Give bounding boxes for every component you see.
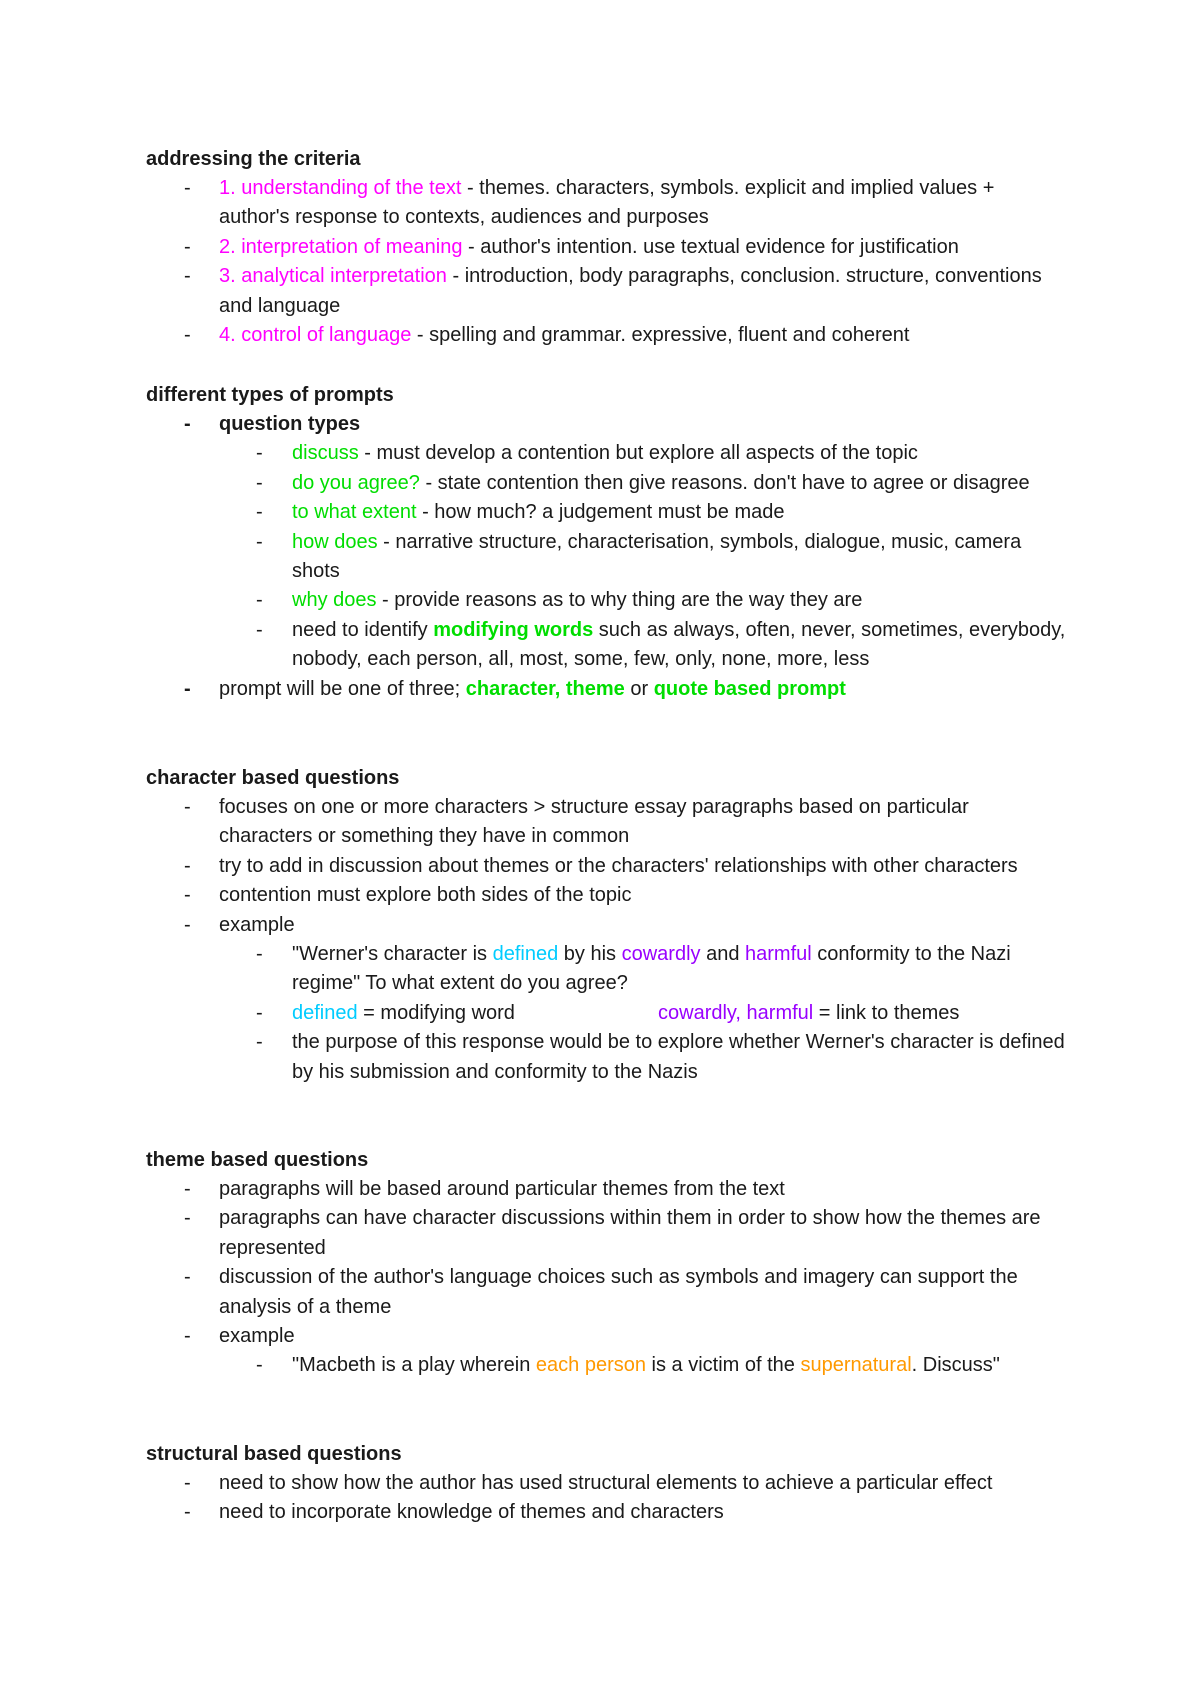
- text: discussion of the author's language choices such as symbols and imagery can support the analysis of a theme: [219, 1266, 1018, 1318]
- text: is a victim of the: [645, 1354, 801, 1377]
- list-item: [146, 1204, 1066, 1263]
- bullet-dash: -: [184, 677, 191, 700]
- list-item: [146, 586, 1066, 615]
- text: = modifying word: [357, 1001, 515, 1024]
- bullet-dash: -: [256, 530, 263, 553]
- bullet-dash: -: [184, 1207, 191, 1230]
- section-character-questions: [146, 764, 1066, 1087]
- bullet-dash: -: [184, 1178, 191, 1200]
- highlight-defined: defined: [492, 943, 559, 966]
- prompt-kind: character, theme: [465, 677, 625, 700]
- section-heading: theme based questions: [146, 1149, 369, 1171]
- prompt-keyword: why does: [292, 589, 377, 612]
- criterion-label: 3. analytical interpretation: [219, 265, 447, 288]
- highlight-defined: defined: [292, 1001, 358, 1024]
- criterion-text: - spelling and grammar. expressive, fluent and coherent: [411, 324, 910, 347]
- bullet-dash: -: [184, 413, 191, 435]
- list-item: [146, 852, 1066, 881]
- list-item: [146, 1322, 1066, 1351]
- bullet-dash: -: [184, 796, 191, 818]
- bullet-dash: -: [256, 1031, 263, 1054]
- prompt-keyword: how does: [292, 530, 378, 553]
- bullet-dash: -: [256, 943, 263, 966]
- bullet-dash: -: [256, 589, 263, 612]
- criterion-text: - themes. characters, symbols. explicit and implied values + author's response to contexts, audiences and purposes: [219, 177, 995, 229]
- list-item: [146, 439, 1066, 468]
- modifying-words-keyword: modifying words: [433, 618, 594, 641]
- list-item: [146, 498, 1066, 527]
- text: . Discuss": [911, 1354, 1000, 1377]
- list-item: [146, 233, 1066, 262]
- prompt-description: - must develop a contention but explore all aspects of the topic: [358, 442, 918, 465]
- bullet-dash: -: [184, 1501, 191, 1524]
- prompt-kind: quote based prompt: [653, 677, 846, 700]
- section-addressing-criteria: [146, 145, 1066, 350]
- bullet-dash: -: [184, 324, 191, 347]
- text: and: [700, 943, 745, 966]
- text: paragraphs can have character discussions within them in order to show how the themes are represented: [219, 1207, 1041, 1259]
- list-item: [146, 911, 1066, 940]
- prompt-description: - state contention then give reasons. don't have to agree or disagree: [419, 471, 1030, 494]
- list-item: [146, 1263, 1066, 1322]
- text: = link to themes: [813, 1001, 960, 1024]
- bullet-dash: -: [184, 1325, 191, 1348]
- highlight-each-person: each person: [535, 1354, 646, 1377]
- criterion-text: - author's intention. use textual evidence for justification: [462, 235, 959, 258]
- criterion-label: 2. interpretation of meaning: [219, 235, 463, 258]
- text: "Werner's character is: [292, 943, 493, 966]
- list-item-example-quote: [146, 1351, 1066, 1380]
- modifier-group: [292, 999, 658, 1028]
- criterion-label: 4. control of language: [219, 324, 412, 347]
- list-item-question-types: [146, 410, 1066, 439]
- text: such as always, often, never, sometimes, everybody, nobody, each person, all, most, some, few, only, none, more, less: [292, 618, 1066, 671]
- text: conformity to the Nazi regime" To what extent do you agree?: [292, 943, 1011, 995]
- list-item: [146, 1498, 1066, 1527]
- bullet-dash: -: [184, 913, 191, 936]
- criterion-label: 1. understanding of the text: [219, 177, 462, 199]
- list-item: [146, 321, 1066, 350]
- list-item: [146, 881, 1066, 910]
- text: "Macbeth is a play wherein: [292, 1354, 536, 1377]
- bullet-dash: -: [256, 1354, 263, 1377]
- bullet-dash: -: [184, 1472, 191, 1494]
- section-heading: different types of prompts: [146, 384, 394, 406]
- text: by his: [558, 943, 622, 966]
- highlight-cowardly: cowardly: [621, 943, 701, 966]
- highlight-supernatural: supernatural: [800, 1354, 912, 1377]
- text: need to identify: [292, 618, 434, 641]
- prompt-keyword: to what extent: [292, 501, 417, 524]
- list-item: [146, 1469, 1066, 1498]
- list-item: [146, 793, 1066, 852]
- prompt-keyword: do you agree?: [292, 471, 420, 494]
- text: need to incorporate knowledge of themes and characters: [219, 1501, 724, 1524]
- text: contention must explore both sides of the topic: [219, 884, 632, 907]
- section-heading: character based questions: [146, 767, 400, 789]
- prompt-keyword: discuss: [292, 442, 359, 465]
- bullet-dash: -: [184, 884, 191, 907]
- prompt-description: - narrative structure, characterisation, symbols, dialogue, music, camera shots: [292, 530, 1022, 583]
- bullet-dash: -: [256, 471, 263, 494]
- text: need to show how the author has used structural elements to achieve a particular effect: [219, 1472, 993, 1494]
- list-item-modifiers: [146, 999, 1066, 1028]
- text: prompt will be one of three;: [219, 677, 466, 700]
- bullet-dash: -: [184, 265, 191, 288]
- bullet-dash: -: [256, 1001, 263, 1024]
- list-item: [146, 469, 1066, 498]
- bullet-dash: -: [256, 501, 263, 524]
- prompt-description: - how much? a judgement must be made: [416, 501, 785, 524]
- list-item: [146, 675, 1066, 704]
- list-item: [146, 1175, 1066, 1204]
- bullet-dash: -: [184, 854, 191, 877]
- text: paragraphs will be based around particular themes from the text: [219, 1178, 785, 1200]
- section-structural-questions: [146, 1440, 1066, 1528]
- text: focuses on one or more characters > structure essay paragraphs based on particular characters or something they have in common: [219, 796, 969, 848]
- list-item: [146, 262, 1066, 321]
- list-item: [146, 1028, 1066, 1087]
- text: example: [219, 1325, 295, 1348]
- section-heading: structural based questions: [146, 1443, 402, 1465]
- section-heading: addressing the criteria: [146, 148, 361, 170]
- highlight-harmful: harmful: [745, 943, 812, 966]
- text: or: [624, 677, 654, 700]
- text: example: [219, 913, 295, 936]
- text: the purpose of this response would be to explore whether Werner's character is defined by his submission and conformity to the Nazis: [292, 1031, 1065, 1083]
- text: try to add in discussion about themes or the characters' relationships with other characters: [219, 854, 1018, 877]
- list-item: [146, 174, 1066, 233]
- section-prompt-types: [146, 381, 1066, 704]
- list-item: [146, 528, 1066, 587]
- list-item: [146, 616, 1066, 675]
- prompt-description: - provide reasons as to why thing are the way they are: [376, 589, 863, 612]
- section-theme-questions: [146, 1146, 1066, 1381]
- bullet-dash: -: [184, 1266, 191, 1289]
- bullet-dash: -: [184, 235, 191, 258]
- highlight-themes: cowardly, harmful: [658, 1001, 814, 1024]
- bullet-dash: -: [256, 442, 263, 465]
- bullet-dash: -: [256, 618, 263, 641]
- subheading: question types: [219, 413, 361, 435]
- list-item-example-quote: [146, 940, 1066, 999]
- criterion-text: - introduction, body paragraphs, conclusion. structure, conventions and language: [219, 265, 1042, 317]
- bullet-dash: -: [184, 177, 191, 199]
